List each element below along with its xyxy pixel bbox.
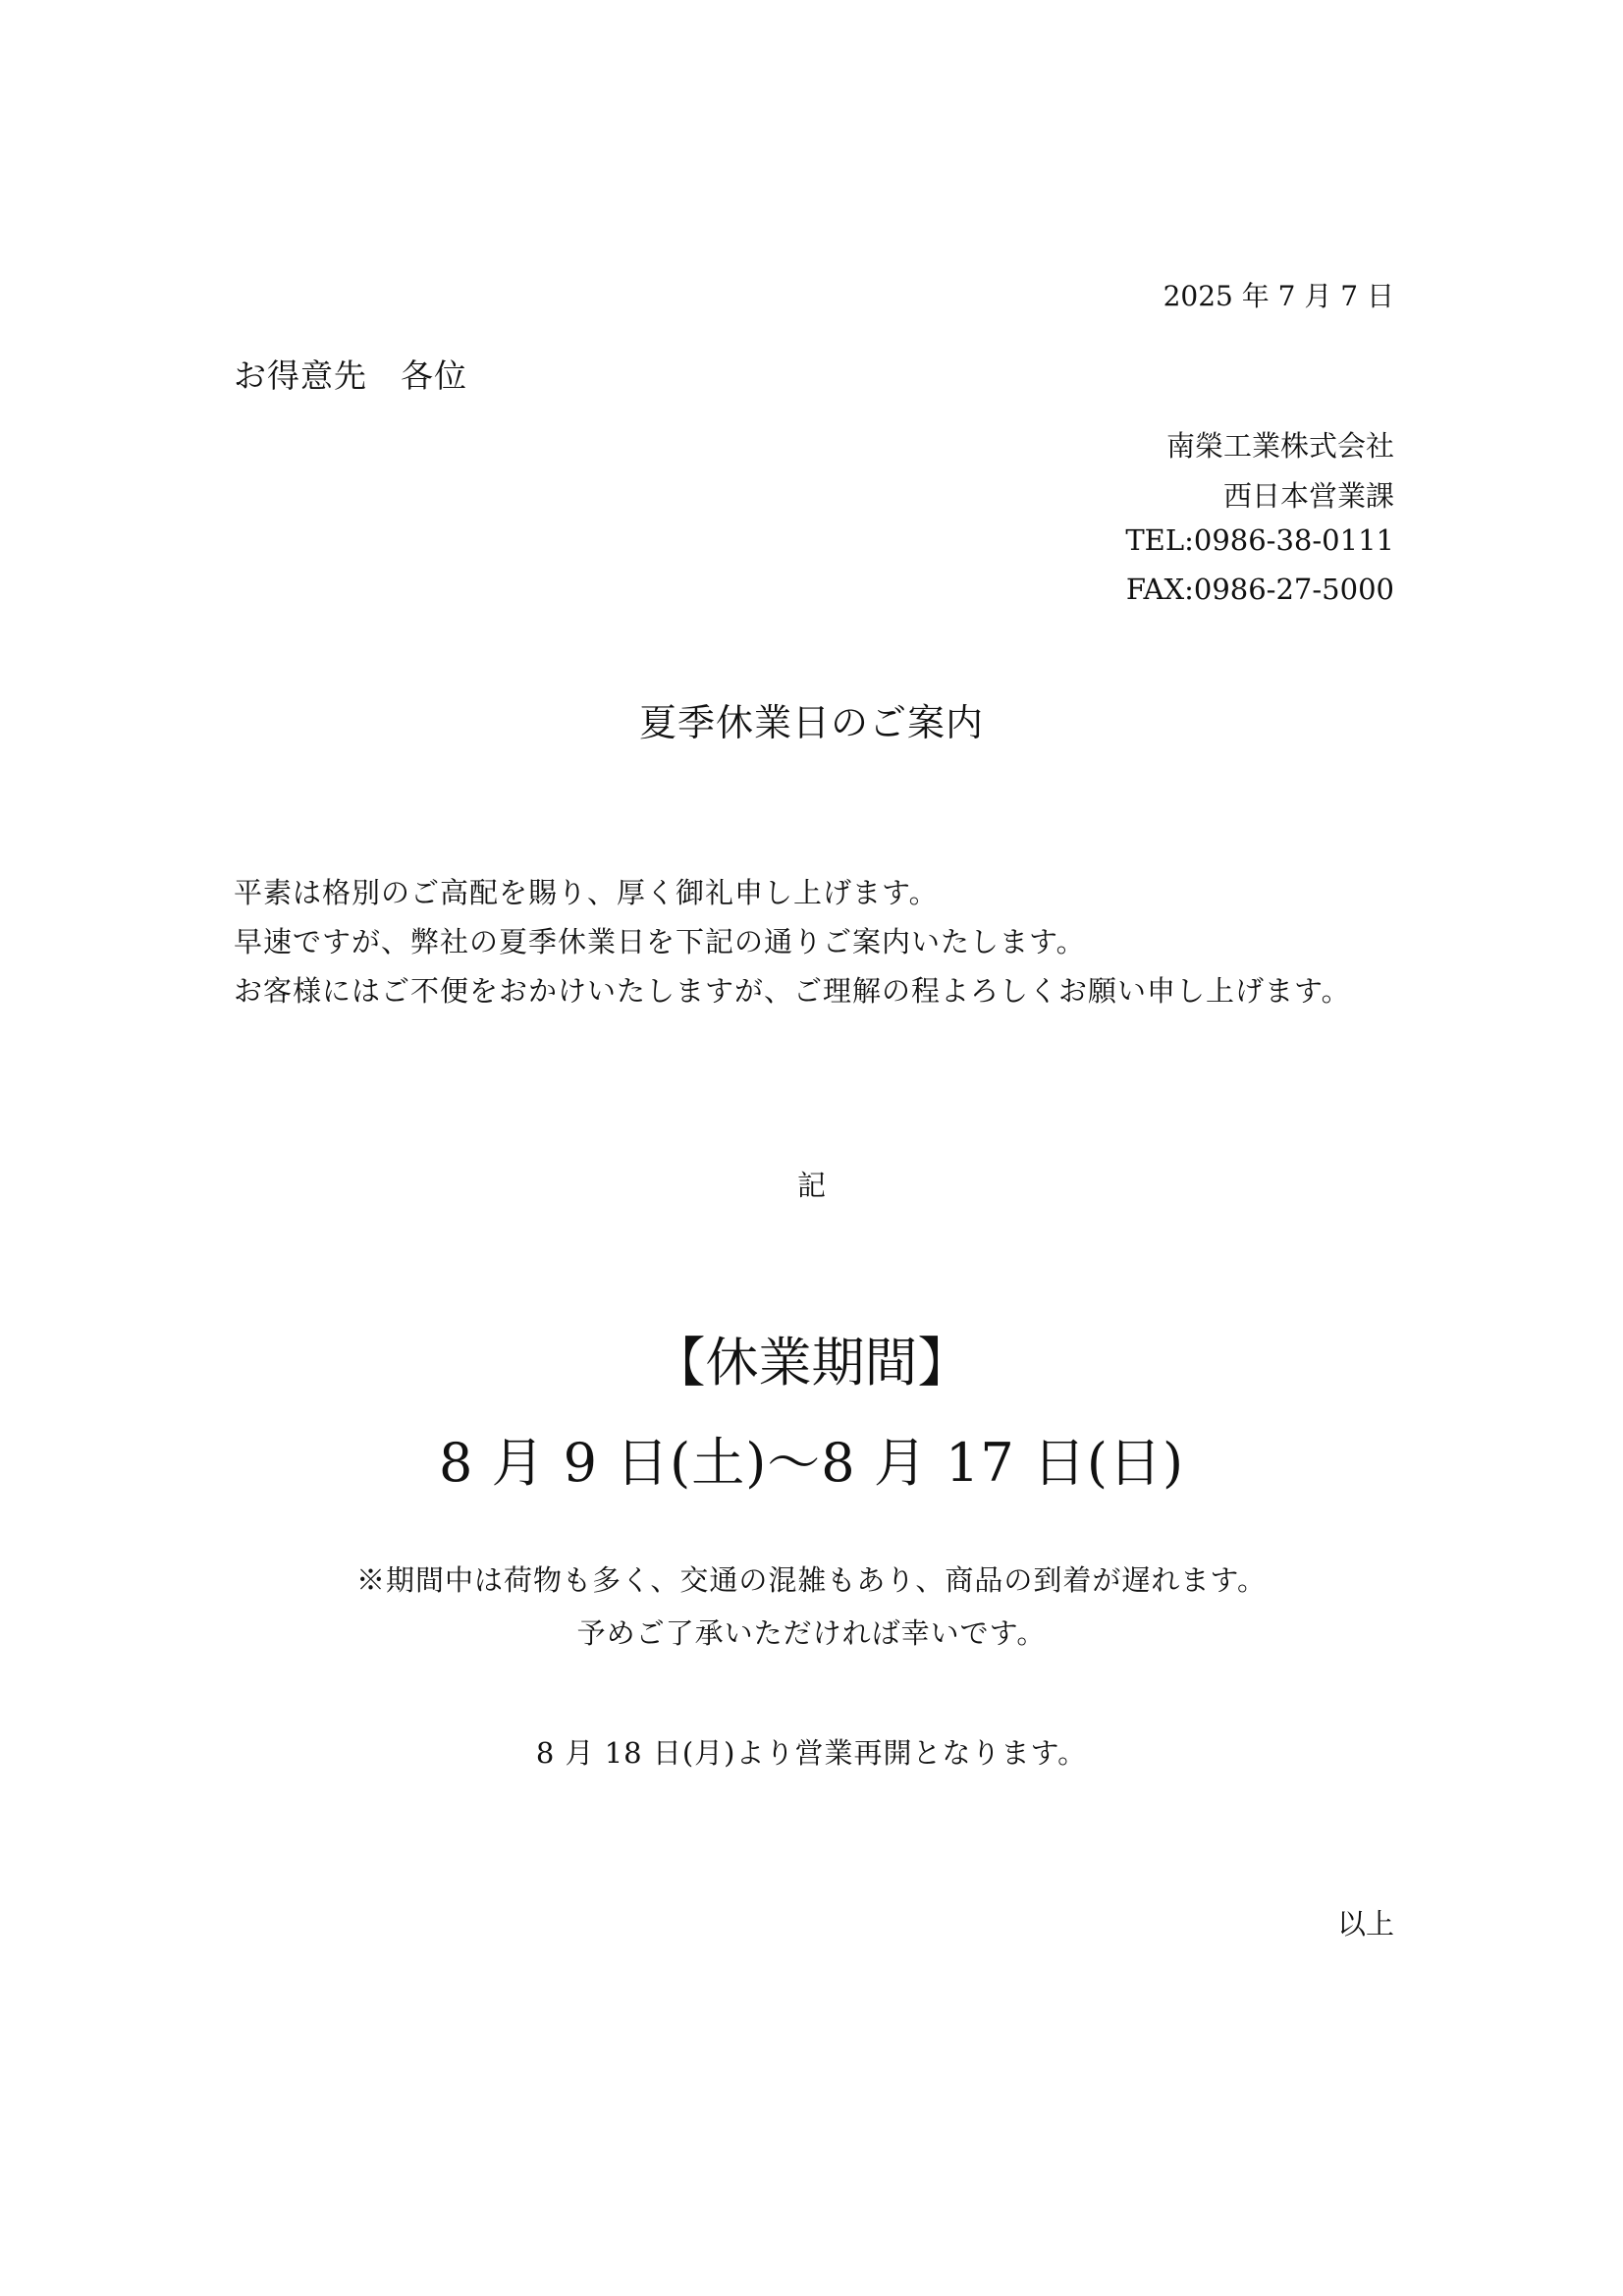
closing-mark: 以上 — [1336, 1907, 1394, 1941]
body-paragraph-line: 平素は格別のご高配を賜り、厚く御礼申し上げます。 — [234, 876, 939, 909]
sender-company: 南榮工業株式会社 — [1165, 429, 1394, 463]
notice-line: ※期間中は荷物も多く、交通の混雑もあり、商品の到着が遅れます。 — [355, 1563, 1268, 1597]
recipient-line: お得意先 各位 — [234, 356, 467, 395]
body-paragraph-line: お客様にはご不便をおかけいたしますが、ご理解の程よろしくお願い申し上げます。 — [234, 974, 1351, 1008]
sender-tel: TEL:0986-38-0111 — [1125, 523, 1394, 557]
holiday-period-dates: 8 月 9 日(土)〜8 月 17 日(日) — [438, 1432, 1185, 1494]
sender-fax: FAX:0986-27-5000 — [1125, 573, 1394, 606]
body-paragraph-line: 早速ですが、弊社の夏季休業日を下記の通りご案内いたします。 — [234, 925, 1086, 958]
holiday-period-heading: 【休業期間】 — [652, 1332, 971, 1394]
sender-department: 西日本営業課 — [1222, 479, 1394, 513]
reopen-notice: 8 月 18 日(月)より営業再開となります。 — [535, 1736, 1088, 1770]
document-date: 2025 年 7 月 7 日 — [1163, 280, 1394, 312]
document-title: 夏季休業日のご案内 — [638, 701, 984, 744]
notice-line: 予めご了承いただければ幸いです。 — [576, 1616, 1047, 1650]
ki-notation: 記 — [796, 1169, 826, 1202]
